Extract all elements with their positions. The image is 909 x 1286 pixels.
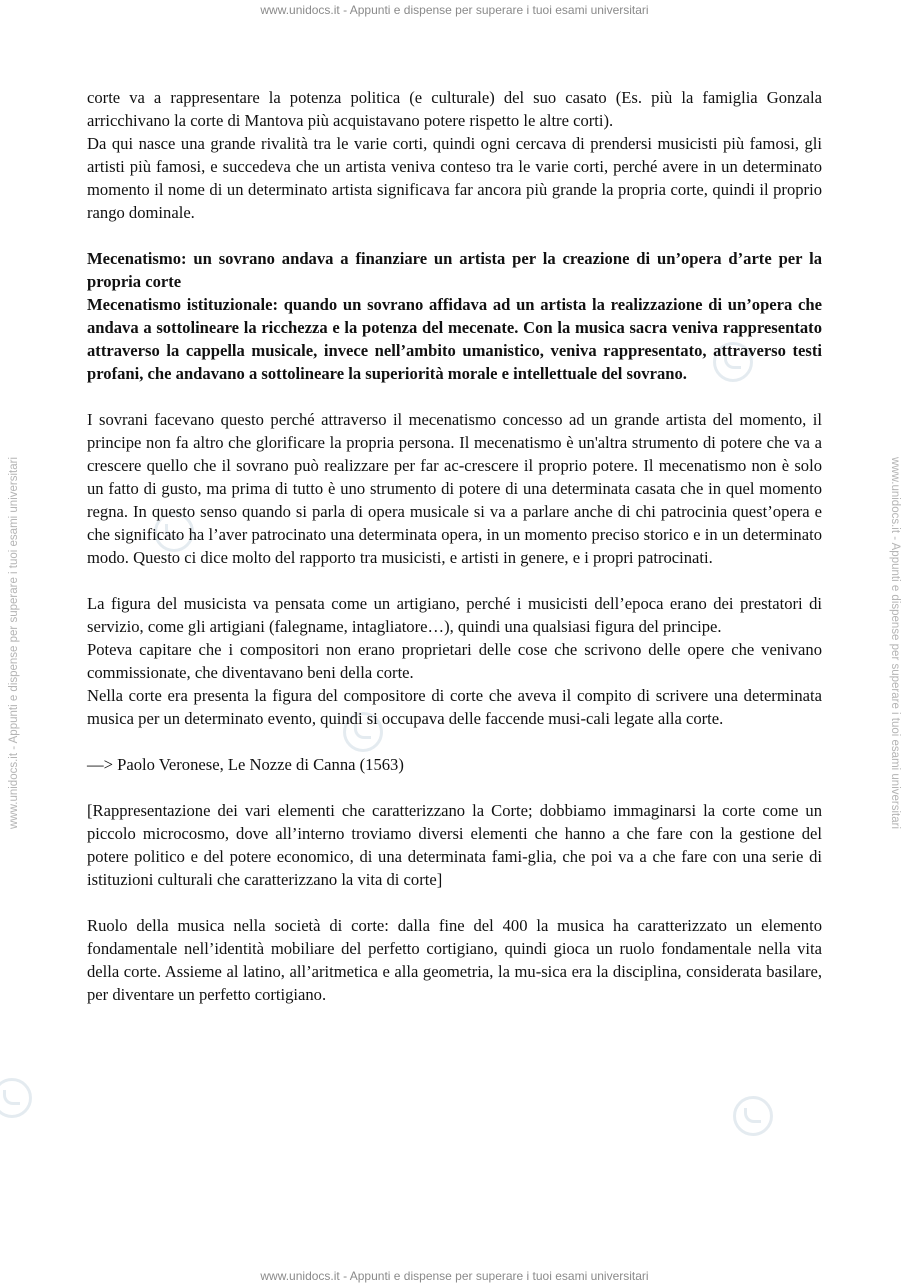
text-line: —> Paolo Veronese, Le Nozze di Canna (1563) [87,755,404,774]
paragraph-mecenatismo-definizioni [87,247,822,385]
paragraph-ruolo-musica [87,914,822,1006]
paragraph-sovrani [87,408,822,569]
watermark-header: www.unidocs.it - Appunti e dispense per superare i tuoi esami universitari [260,3,649,17]
text-line: Da qui nasce una grande rivalità tra le varie corti, quindi ogni cercava di prendersi musicisti più famosi, gli artisti più famosi, e succedeva che un artista veniva conteso tra le varie corti, perché avere in un determinato momento il nome di un determinato artista significava far ancora più grande la propria corte, quindi il proprio rango dominale. [87,134,822,222]
text-line: corte va a rappresentare la potenza politica (e culturale) del suo casato (Es. più la famiglia Gonzala arricchivano la corte di Mantova più acquistavano potere rispetto le altre corti). [87,88,822,130]
paragraph-veronese-reference [87,753,822,776]
paragraph-rappresentazione-corte [87,799,822,891]
text-line: I sovrani facevano questo perché attraverso il mecenatismo concesso ad un grande artista del momento, il principe non fa altro che glorificare la propria persona. Il mecenatismo è un'altra strumento di potere che va a crescere quello che il sovrano può realizzare per far ac-crescere il proprio potere. Il mecenatismo non è solo un fatto di gusto, ma prima di tutto è uno strumento di potere di una determinata casata che in quel momento regna. In questo senso quando si parla di opera musicale si va a parlare anche di chi patrocinia quest’opera e che significato ha l’aver patrocinato una determinata opera, in un momento preciso storico e in un determinato modo. Questo ci dice molto del rapporto tra musicisti, e artisti in genere, e i propri patrocinati. [87,410,822,567]
document-body [87,86,822,1029]
watermark-logo-icon [733,1096,773,1136]
paragraph-corte-potenza [87,86,822,224]
text-line: Poteva capitare che i compositori non erano proprietari delle cose che scrivono delle opere che venivano commissionate, che diventavano beni della corte. [87,640,822,682]
text-line: [Rappresentazione dei vari elementi che caratterizzano la Corte; dobbiamo immaginarsi la corte come un piccolo microcosmo, dove all’interno troviamo diversi elementi che hanno a che fare con la gestione del potere politico e del potere economico, di una determinata fami-glia, che poi va a che fare con una serie di istituzioni culturali che caratterizzano la vita di corte] [87,801,822,889]
text-line: Nella corte era presenta la figura del compositore di corte che aveva il compito di scrivere una determinata musica per un determinato evento, quindi si occupava delle faccende musi-cali legate alla corte. [87,686,822,728]
text-line: Mecenatismo istituzionale: quando un sovrano affidava ad un artista la realizzazione di un’opera che andava a sottolineare la ricchezza e la potenza del mecenate. Con la musica sacra veniva rappresentato attraverso la cappella musicale, invece nell’ambito umanistico, veniva rappresentato, attraverso testi profani, che andavano a sottolineare la superiorità morale e intellettuale del sovrano. [87,295,822,383]
watermark-logo-icon [0,1078,32,1118]
text-line: Mecenatismo: un sovrano andava a finanziare un artista per la creazione di un’opera d’arte per la propria corte [87,249,822,291]
watermark-footer: www.unidocs.it - Appunti e dispense per superare i tuoi esami universitari [260,1269,649,1283]
watermark-right-margin: www.unidocs.it - Appunti e dispense per superare i tuoi esami universitari [889,456,901,830]
paragraph-figura-musicista [87,592,822,730]
text-line: Ruolo della musica nella società di corte: dalla fine del 400 la musica ha caratterizzato un elemento fondamentale nell’identità mobiliare del perfetto cortigiano, quindi gioca un ruolo fondamentale nella vita della corte. Assieme al latino, all’aritmetica e alla geometria, la mu-sica era la disciplina, considerata basilare, per diventare un perfetto cortigiano. [87,916,822,1004]
watermark-left-margin: www.unidocs.it - Appunti e dispense per superare i tuoi esami universitari [8,456,20,830]
text-line: La figura del musicista va pensata come un artigiano, perché i musicisti dell’epoca erano dei prestatori di servizio, come gli artigiani (falegname, intagliatore…), quindi una qualsiasi figura del principe. [87,594,822,636]
